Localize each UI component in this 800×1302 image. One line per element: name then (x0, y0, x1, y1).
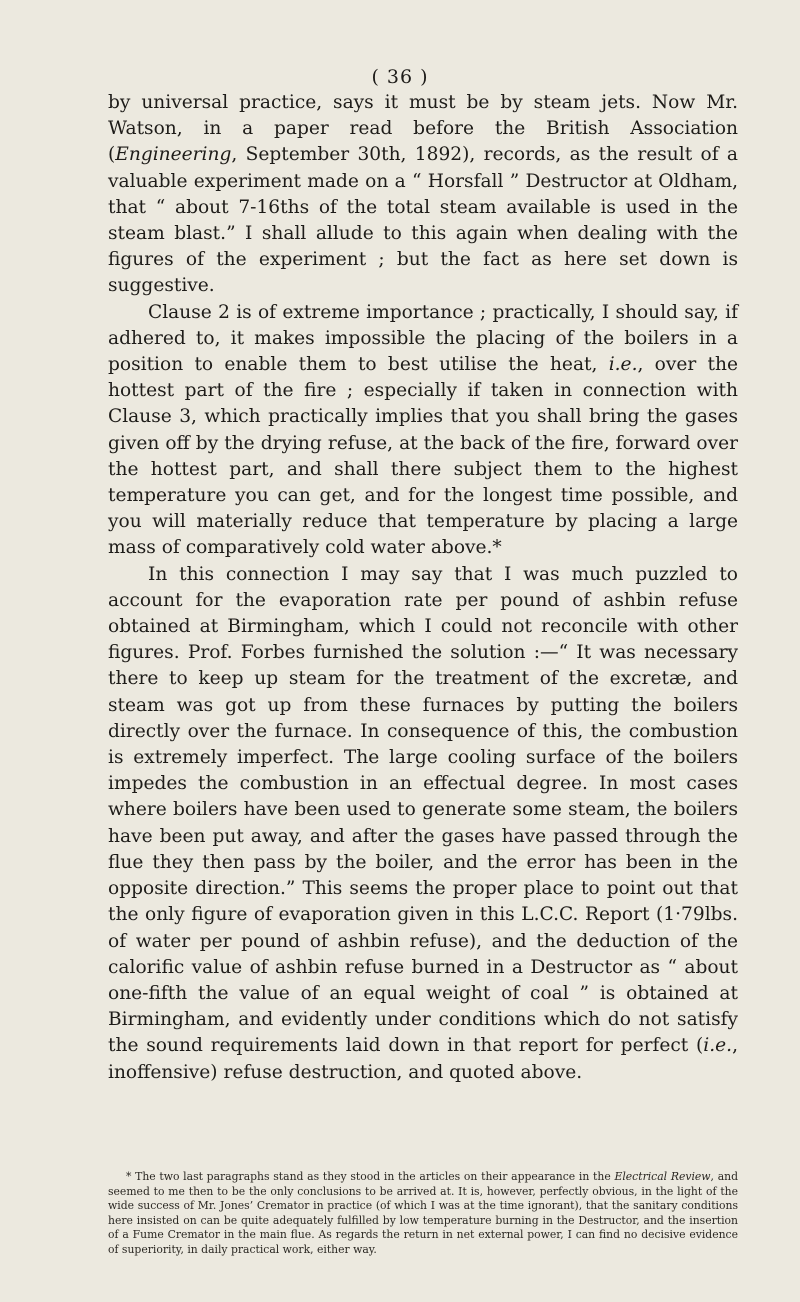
text-run: , inoffensive) refuse destruction, and quoted above. (108, 1035, 738, 1083)
page-number: ( 36 ) (371, 66, 429, 88)
text-run: In this connection I may say that I was much puzzled to account for the evaporation rate per pound of ashbin refuse obtained at Birmingham, which I could not reconcile with other figures. Prof. Forbes furnished the solution :—“ It was necessary there to keep up steam for the treatment of the excretæ, and steam was got up from these furnaces by putting the boilers directly over the furnace. In consequence of this, the combustion is extremely imperfect. The large cooling surface of the boilers impedes the combustion in an effectual degree. In most cases where boilers have been used to generate some steam, the boilers have been put away, and after the gases have passed through the flue they then pass by the boiler, and the error has been in the opposite direction.” This seems the proper place to point out that the only figure of evaporation given in this L.C.C. Report (1·79lbs. of water per pound of ashbin refuse), and the deduction of the calorific value of ashbin refuse burned in a Destructor as “ about one-fifth the value of an equal weight of coal ” is obtained at Birmingham, and evidently under conditions which do not satisfy the sound requirements laid down in that report for perfect ( (108, 563, 738, 1057)
body-text (108, 90, 738, 1086)
text-run: , and seemed to me then to be the only conclusions to be arrived at. It is, however, perfectly obvious, in the light of the wide success of Mr. Jones’ Cremator in practice (of which I was at the time ignorant), that the sanitary conditions here insisted on can be quite adequately fulfilled by low temperature burning in the Destructor, and the insertion of a Fume Cremator in the main flue. As regards the return in net external power, I can find no decisive evidence of superiority, in daily practical work, either way. (108, 1170, 739, 1256)
italic-abbrev: i.e. (608, 354, 638, 376)
paragraph (108, 90, 738, 300)
text-run: Clause 2 is of extreme importance ; practically, I should say, if adhered to, it makes impossible the placing of the boilers in a position to enable them to best utilise the heat, (108, 301, 738, 376)
footnote (108, 1170, 738, 1258)
paragraph (108, 300, 738, 562)
text-run: , over the hottest part of the fire ; especially if taken in connection with Clause 3, which practically implies that you shall bring the gases given off by the drying refuse, at the back of the fire, forward over the hottest part, and shall there subject them to the highest temperature you can get, and for the longest time possible, and you will materially reduce that temperature by placing a large mass of comparatively cold water above.* (108, 354, 738, 559)
italic-title: Engineering (115, 144, 232, 166)
italic-title: Electrical Review (614, 1170, 711, 1183)
footnote-text (108, 1170, 738, 1258)
paragraph (108, 562, 738, 1086)
text-run: * The two last paragraphs stand as they stood in the articles on their appearance in the (126, 1170, 615, 1183)
italic-abbrev: i.e. (703, 1035, 733, 1057)
text-run: by universal practice, says it must be by steam jets. Now Mr. Watson, in a paper read before the British Association ( (108, 92, 738, 166)
text-run: , September 30th, 1892), records, as the result of a valuable experiment made on a “ Horsfall ” Destructor at Oldham, that “ about 7-16ths of the total steam available is used in the steam blast.” I shall allude to this again when dealing with the figures of the experiment ; but the fact as here set down is suggestive. (108, 144, 738, 297)
